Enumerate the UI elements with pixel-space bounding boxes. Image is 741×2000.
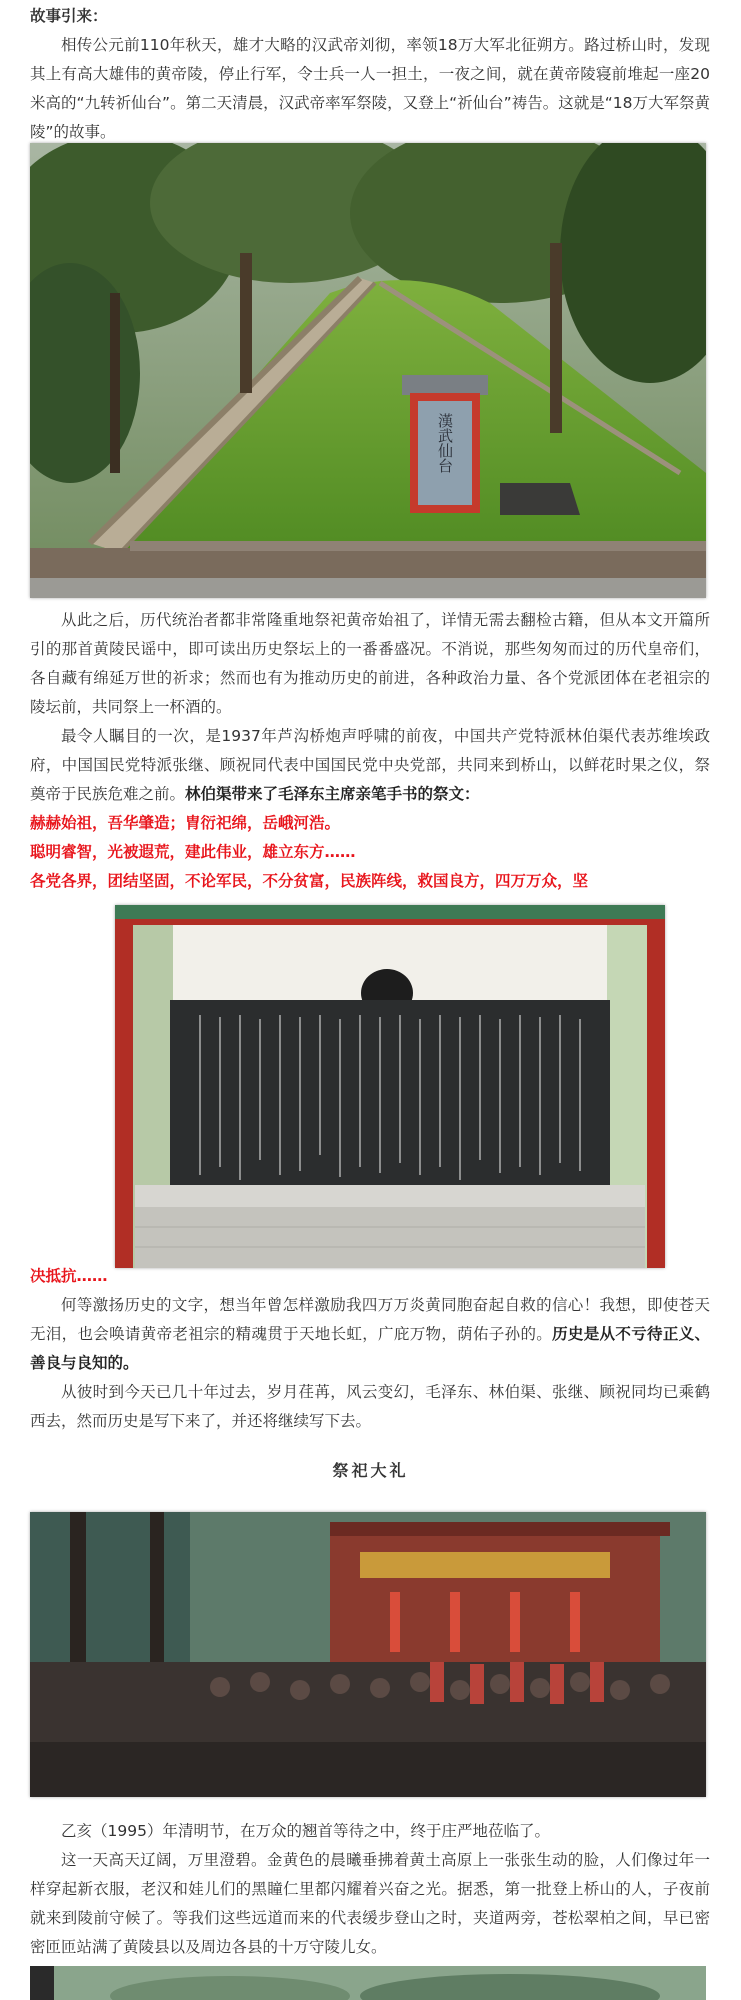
stele-inscription: 漢武仙台 <box>436 413 454 473</box>
eulogy-line-3: 各党各界，团结坚固，不论军民，不分贫富，民族阵线，救国良方，四万万众，坚 <box>30 872 589 890</box>
ceremony-section <box>30 1817 710 1962</box>
event-emphasis: 林伯渠带来了毛泽东主席亲笔手书的祭文： <box>185 785 480 803</box>
body-section <box>30 606 710 896</box>
event-text: 最令人瞩目的一次，是1937年芦沟桥炮声呼啸的前夜，中国共产党特派林伯渠代表苏维埃政府，中国国民党特派张继、顾祝同代表中国国民党中央党部，共同来到桥山，以鲜花时果之仪，祭奠帝于民族危难之前。 <box>30 727 710 803</box>
tomb-mound-photo <box>30 143 706 598</box>
date-paragraph: 乙亥（1995）年清明节，在万众的翘首等待之中，终于庄严地莅临了。 <box>61 1822 550 1840</box>
intro-paragraph: 相传公元前110年秋天，雄才大略的汉武帝刘彻，率领18万大军北征朔方。路过桥山时，发现其上有高大雄伟的黄帝陵，停止行军，令士兵一人一担土，一夜之间，就在黄帝陵寝前堆起一座20米高的“九转祈仙台”。第二天清晨，汉武帝率军祭陵，又登上“祈仙台”祷告。这就是“18万大军祭黄陵”的故事。 <box>30 36 710 141</box>
closing-paragraph: 从彼时到今天已几十年过去，岁月荏苒，风云变幻，毛泽东、林伯渠、张继、顾祝同均已乘鹤西去，然而历史是写下来了，并还将继续写下去。 <box>30 1383 710 1430</box>
eulogy-line-1: 赫赫始祖，吾华肇造；胄衍祀绵，岳峨河浩。 <box>30 814 341 832</box>
eulogy-line-2: 聪明睿智，光被遐荒，建此伟业，雄立东方…… <box>30 843 356 861</box>
reflection-text: 何等激扬历史的文字，想当年曾怎样激励我四万万炎黄同胞奋起自救的信心！我想，即使苍天无泪，也会唤请黄帝老祖宗的精魂贯于天地长虹，广庇万物，荫佑子孙的。 <box>30 1296 710 1343</box>
bottom-photo <box>30 1966 706 2000</box>
history-paragraph: 从此之后，历代统治者都非常隆重地祭祀黄帝始祖了，详情无需去翻检古籍，但从本文开篇所引的那首黄陵民谣中，即可读出历史祭坛上的一番番盛况。不消说，那些匆匆而过的历代皇帝们，各自藏有绵延万世的祈求；然而也有为推动历史的前进，各种政治力量、各个党派团体在老祖宗的陵坛前，共同祭上一杯酒的。 <box>30 611 710 716</box>
scene-paragraph: 这一天高天辽阔，万里澄碧。金黄色的晨曦垂拂着黄土高原上一张张生动的脸，人们像过年一样穿起新衣服，老汉和娃儿们的黑瞳仁里都闪耀着兴奋之光。据悉，第一批登上桥山的人，子夜前就来到陵前守候了。等我们这些远道而来的代表缓步登山之时，夹道两旁，苍松翠柏之间，早已密密匝匝站满了黄陵县以及周边各县的十万守陵儿女。 <box>30 1851 710 1956</box>
eulogy-tablet-photo <box>115 905 665 1268</box>
reflection-emphasis: 历史是从不亏待正义、善良与良知的。 <box>30 1325 710 1372</box>
eulogy-line-4: 决抵抗…… <box>30 1267 108 1285</box>
ceremony-photo <box>30 1512 706 1797</box>
intro-section <box>30 2 710 147</box>
reflection-paragraph <box>30 1291 710 1378</box>
event-paragraph <box>30 722 710 809</box>
intro-heading: 故事引来： <box>30 7 108 25</box>
section-title: 祭祀大礼 <box>332 1461 409 1480</box>
body-section-2 <box>30 1262 710 1436</box>
